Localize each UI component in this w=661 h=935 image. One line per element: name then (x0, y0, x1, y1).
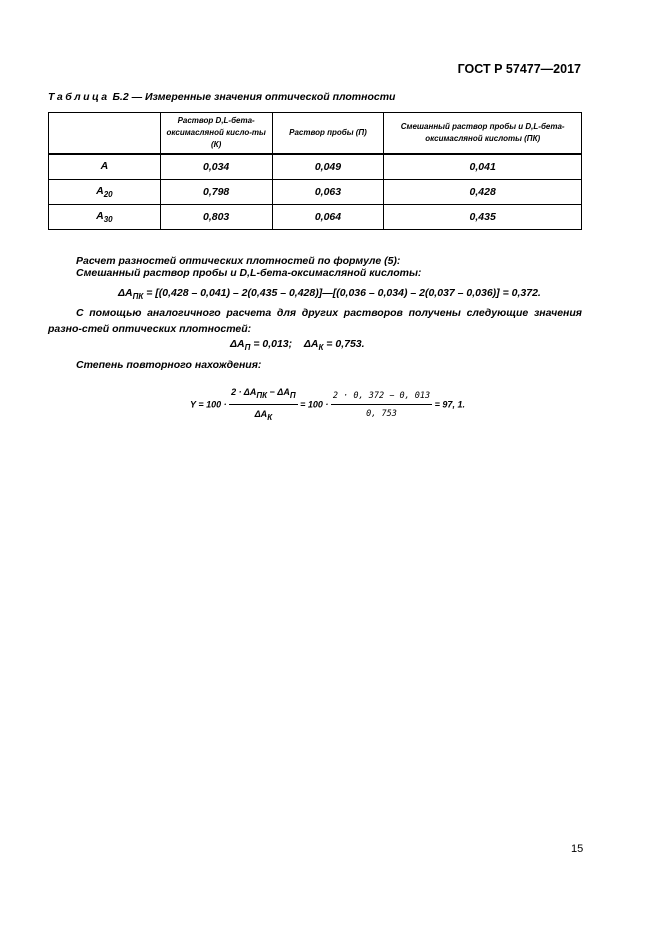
table-cell: 0,034 (160, 154, 272, 179)
table-caption-text: Б.2 — Измеренные значения оптической плотности (112, 91, 396, 103)
formula-lhs: Y = 100 · (190, 399, 227, 410)
table-cell: 0,798 (160, 179, 272, 204)
header-cell-mixed-solution: Смешанный раствор пробы и D,L-бета-оксимасляной кислоты (ПК) (384, 113, 582, 155)
equation-delta-a-results: $\Delta A_П = 0,013$; $\Delta A_К = 0,753$. (230, 338, 365, 352)
table-cell: 0,064 (272, 204, 384, 229)
formula-result: = 97, 1. (434, 399, 465, 410)
table-header-row (49, 113, 582, 155)
recovery-formula (190, 386, 465, 424)
paragraph-other-solutions: С помощью аналогичного расчета для других растворов получены следующие значения разно-стей оптических плотностей: (48, 307, 582, 335)
paragraph-recovery-degree: Степень повторного нахождения: (76, 359, 262, 371)
table-row (49, 204, 582, 229)
table-cell: 0,063 (272, 179, 384, 204)
table-cell: 0,803 (160, 204, 272, 229)
optical-density-table (48, 112, 582, 230)
table-cell: 0,041 (384, 154, 582, 179)
table-cell: 0,435 (384, 204, 582, 229)
header-cell-sample-solution: Раствор пробы (П) (272, 113, 384, 155)
table-caption (48, 91, 395, 103)
formula-fraction-numeric: $\frac{2 \cdot 0, 372 - 0, 013}{0, 753}$ (332, 391, 431, 419)
table-caption-label: Таблица (48, 91, 110, 103)
formula-mid: = 100 · (300, 399, 329, 410)
row-label: A (49, 154, 161, 179)
table-row (49, 154, 582, 179)
row-label: $A_{20}$ (49, 179, 161, 204)
table-cell: 0,049 (272, 154, 384, 179)
table-row (49, 179, 582, 204)
equation-delta-a-pk: $\Delta A_{ПК} = [(0,428 - 0,041) - 2(0,435$ – 0,428)]—[(0,036 – 0,034) – 2(0,037 – 0,036)] = 0,372. (118, 287, 541, 301)
document-code: ГОСТ Р 57477—2017 (457, 62, 581, 76)
paragraph-mixed-solution: Смешанный раствор пробы и D,L-бета-оксимасляной кислоты: (76, 267, 422, 279)
page-number: 15 (571, 843, 584, 855)
row-label: $A_{30}$ (49, 204, 161, 229)
paragraph-calculation-intro: Расчет разностей оптических плотностей по формуле (5): (76, 255, 401, 267)
formula-fraction-symbolic: $\frac{\text{2 · ΔAПК − ΔAП}}{\text{ΔAК}}$ (231, 387, 296, 422)
table-cell: 0,428 (384, 179, 582, 204)
header-cell-reference-solution: Раствор D,L-бета-оксимасляной кисло-ты (К) (160, 113, 272, 155)
header-cell-empty (49, 113, 161, 155)
